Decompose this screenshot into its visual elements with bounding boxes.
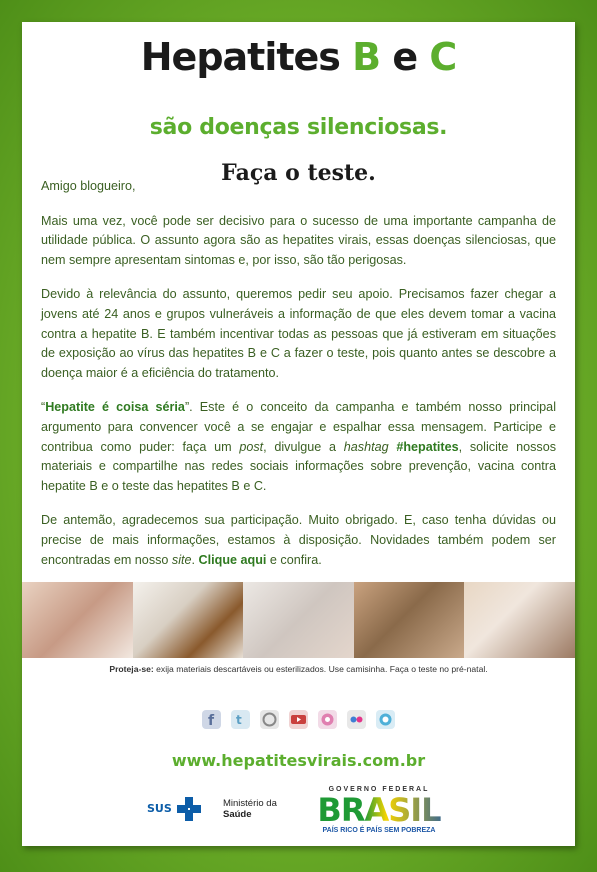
- campaign-card: [22, 22, 575, 846]
- footer-logos: [22, 786, 575, 836]
- photo-manicure-tools: [133, 582, 244, 658]
- photo-tattoo: [354, 582, 465, 658]
- photo-strip: [22, 582, 575, 658]
- campaign-slogan: Hepatite é coisa séria: [45, 400, 185, 415]
- facebook-icon[interactable]: [202, 710, 221, 729]
- photo-couple-condom: [22, 582, 133, 658]
- paragraph-2: Devido à relevância do assunto, queremos pedir seu apoio. Precisamos fazer chegar a jovens até 24 anos e grupos vulneráveis a informação de que eles devem tomar a vacina contra a hepatite B. E também incentivar todas as pessoas que já estiveram em situações de exposição ao vírus das hepatites B e C a fazer o teste, pois quanto antes se descobre a doença maior é a eficiência do tratamento.: [41, 287, 556, 380]
- greeting: Amigo blogueiro,: [41, 179, 136, 193]
- subheadline: são doenças silenciosas.: [149, 115, 448, 140]
- hashtag-link[interactable]: #hepatites: [396, 439, 459, 454]
- twitter-icon[interactable]: [231, 710, 250, 729]
- formspring-icon[interactable]: [318, 710, 337, 729]
- headline: Hepatites B e C: [140, 35, 457, 79]
- paragraph-1: Mais uma vez, você pode ser decisivo para o sucesso de uma importante campanha de utilidade pública. O assunto agora são as hepatites virais, essas doenças silenciosas, que nem sempre apresentam sintomas e, por isso, são tão perigosas.: [41, 213, 556, 267]
- website-url[interactable]: www.hepatitesvirais.com.br: [171, 751, 426, 770]
- paragraph-3: “Hepatite é coisa séria”. Este é o conceito da campanha e também nosso principal argumento para convencer você a se engajar e espalhar essa mensagem. Participe e contribua como puder: faça um post, divulgue a hashtag #hepatites, solicite nossos materiais e compartilhe nas redes sociais informações sobre prevenção, vacina contra hepatite B e o teste das hepatites B e C.: [41, 400, 557, 493]
- governo-federal-logo: GOVERNO FEDERAL BRASIL PAÍS RICO É PAÍS SEM POBREZA: [306, 786, 452, 834]
- photo-piercing: [464, 582, 575, 658]
- svg-text:f: f: [208, 713, 215, 729]
- letter-body: [41, 177, 556, 585]
- photo-manicure-hands: [243, 582, 354, 658]
- social-icons-row: [22, 710, 575, 729]
- click-here-link[interactable]: Clique aqui: [198, 552, 267, 567]
- sus-cross-icon: [176, 796, 202, 822]
- orkut-icon[interactable]: [260, 710, 279, 729]
- blog-icon[interactable]: [376, 710, 395, 729]
- flickr-icon[interactable]: [347, 710, 366, 729]
- sus-logo: SUS: [147, 796, 202, 822]
- protection-caption: Proteja-se: exija materiais descartáveis ou esterilizados. Use camisinha. Faça o teste no pré-natal.: [109, 664, 488, 674]
- call-to-action-title: Faça o teste.: [221, 160, 376, 186]
- youtube-icon[interactable]: [289, 710, 308, 729]
- ministerio-saude-logo: Ministério da Saúde: [223, 798, 277, 820]
- svg-text:t: t: [236, 713, 242, 727]
- paragraph-4: De antemão, agradecemos sua participação. Muito obrigado. E, caso tenha dúvidas ou precise de mais informações, estamos à disposição. Novidades também podem ser encontradas em nosso site. Clique aqui e confira.: [41, 513, 556, 567]
